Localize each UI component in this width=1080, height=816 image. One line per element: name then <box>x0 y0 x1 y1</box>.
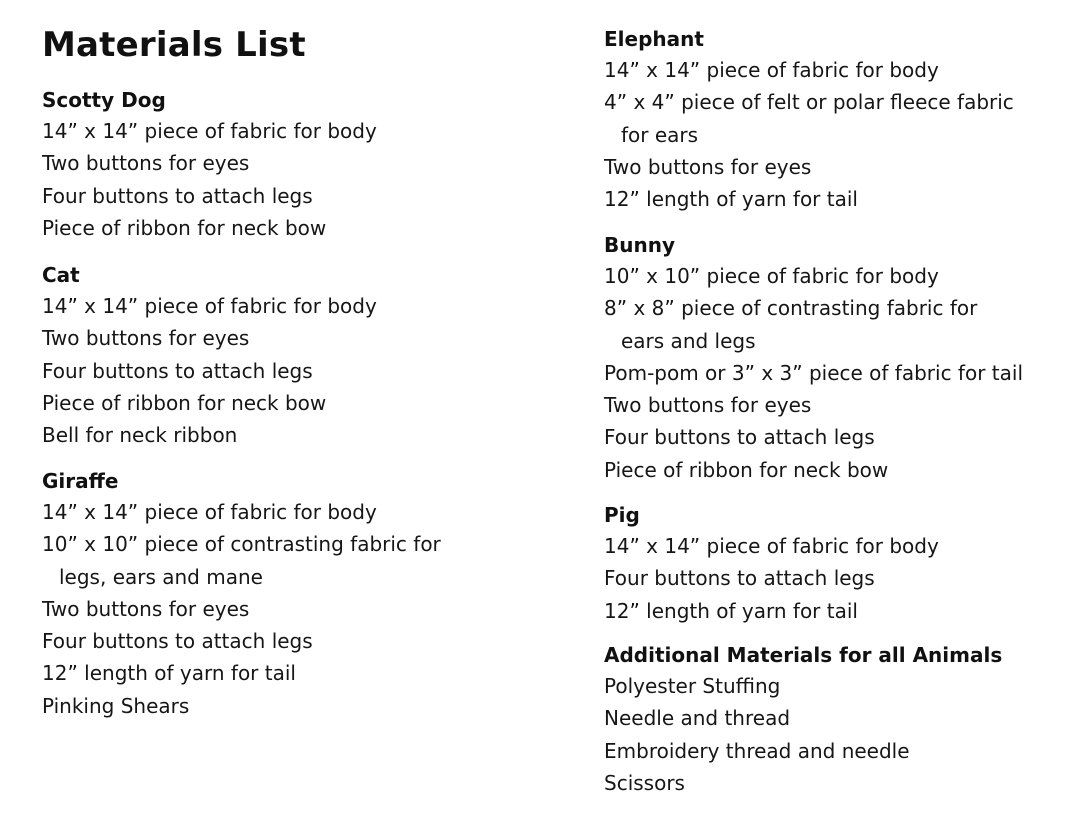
page-title: Materials List <box>42 25 306 65</box>
section-title: Elephant <box>604 27 704 51</box>
material-item: 12” length of yarn for tail <box>604 598 858 623</box>
material-item: Two buttons for eyes <box>604 393 812 418</box>
material-item: 10” x 10” piece of fabric for body <box>604 264 939 288</box>
section-title: Additional Materials for all Animals <box>604 643 1003 667</box>
section-title: Scotty Dog <box>42 88 166 112</box>
material-item: Pinking Shears <box>42 693 190 718</box>
material-item: Piece of ribbon for neck bow <box>42 390 327 415</box>
section-scotty-dog <box>42 85 542 244</box>
material-item: Bell for neck ribbon <box>42 423 238 448</box>
section-title: Cat <box>42 263 80 287</box>
materials-list <box>604 260 1074 486</box>
materials-list <box>42 496 542 722</box>
material-item: 10” x 10” piece of contrasting fabric for legs, ears and mane <box>42 532 441 589</box>
material-item: 14” x 14” piece of fabric for body <box>604 58 939 82</box>
material-item: 12” length of yarn for tail <box>604 187 858 212</box>
material-item: Needle and thread <box>604 706 791 731</box>
section-bunny <box>604 230 1074 486</box>
section-giraffe <box>42 466 542 722</box>
material-item: Four buttons to attach legs <box>42 183 313 208</box>
material-item: Four buttons to attach legs <box>42 358 313 383</box>
material-item: Piece of ribbon for neck bow <box>604 457 889 482</box>
material-item: Pom-pom or 3” x 3” piece of fabric for tail <box>604 360 1023 385</box>
section-pig <box>604 500 1074 627</box>
material-item: Four buttons to attach legs <box>604 425 875 450</box>
material-item: Two buttons for eyes <box>42 151 250 176</box>
material-item: Piece of ribbon for neck bow <box>42 215 327 240</box>
section-title: Giraffe <box>42 469 119 493</box>
section-title: Pig <box>604 503 640 527</box>
material-item: 12” length of yarn for tail <box>42 661 296 686</box>
section-additional-materials <box>604 640 1074 799</box>
material-item: Two buttons for eyes <box>604 154 812 179</box>
material-item: 14” x 14” piece of fabric for body <box>604 534 939 558</box>
material-item: Polyester Stuffing <box>604 674 781 698</box>
section-cat <box>42 260 542 451</box>
material-item: 14” x 14” piece of fabric for body <box>42 119 377 143</box>
material-item: Four buttons to attach legs <box>42 629 313 654</box>
section-elephant <box>604 24 1074 215</box>
materials-list <box>604 530 1074 627</box>
material-item: 8” x 8” piece of contrasting fabric for ears and legs <box>604 296 978 353</box>
material-item: Four buttons to attach legs <box>604 566 875 591</box>
section-title: Bunny <box>604 233 675 257</box>
material-item: Scissors <box>604 770 685 795</box>
materials-list <box>604 54 1074 215</box>
material-item: 14” x 14” piece of fabric for body <box>42 294 377 318</box>
materials-list <box>604 670 1074 799</box>
material-item: 14” x 14” piece of fabric for body <box>42 500 377 524</box>
material-item: 4” x 4” piece of felt or polar fleece fabric for ears <box>604 90 1014 147</box>
material-item: Two buttons for eyes <box>42 596 250 621</box>
materials-list <box>42 115 542 244</box>
material-item: Embroidery thread and needle <box>604 738 910 763</box>
materials-list <box>42 290 542 451</box>
material-item: Two buttons for eyes <box>42 326 250 351</box>
